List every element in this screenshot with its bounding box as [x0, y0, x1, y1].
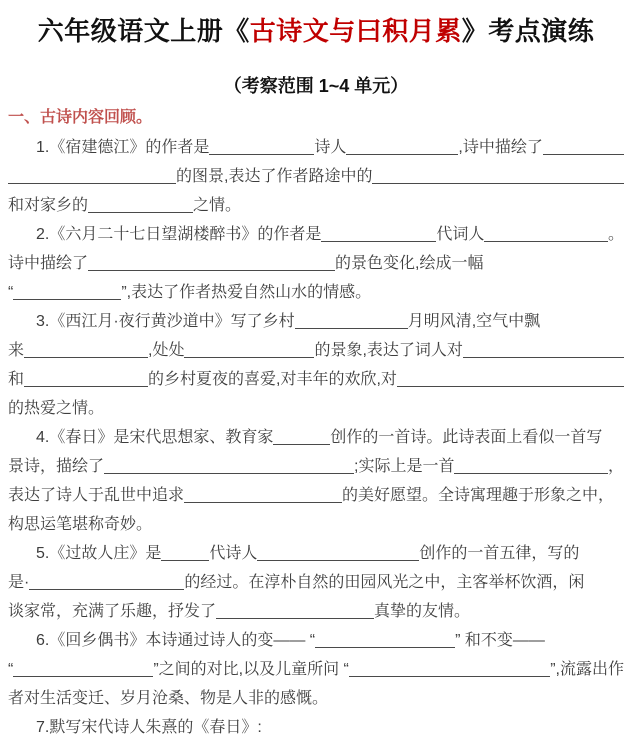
- question-6-line: [8, 650, 624, 679]
- answer-blank: [273, 424, 330, 445]
- question-text: 1.《宿建德江》的作者是: [36, 139, 210, 156]
- question-text: ,诗中描绘了: [458, 139, 543, 156]
- question-3-line: [8, 331, 624, 360]
- question-text: 5.《过故人庄》是: [36, 545, 162, 562]
- answer-blank: [24, 337, 148, 358]
- answer-blank: [13, 279, 121, 300]
- question-2-line: [8, 244, 624, 273]
- question-1-line: [8, 157, 624, 186]
- answer-blank: [463, 337, 624, 358]
- question-text: 7.默写宋代诗人朱熹的《春日》:: [36, 719, 262, 736]
- question-4-line: [8, 447, 624, 476]
- question-text: 月明风清,空气中飘: [407, 313, 541, 330]
- answer-blank: [184, 337, 314, 358]
- question-text: ”之间的对比,以及儿童所问 “: [153, 661, 349, 678]
- question-text: ”,表达了作者热爱自然山水的情感。: [121, 284, 372, 301]
- question-text: 。: [607, 226, 624, 243]
- answer-blank: [372, 163, 624, 184]
- question-text: 景诗，描绘了: [8, 458, 105, 475]
- questions: [8, 128, 624, 737]
- answer-blank: [315, 627, 455, 648]
- question-text: 的图景,表达了作者路途中的: [176, 168, 373, 185]
- answer-blank: [13, 656, 153, 677]
- section-heading: 一、古诗内容回顾。: [8, 109, 153, 126]
- question-text: 真挚的友情。: [374, 603, 471, 620]
- question-1-line: [8, 128, 624, 157]
- question-text: 2.《六月二十七日望湖楼醉书》的作者是: [36, 226, 322, 243]
- answer-blank: [161, 540, 209, 561]
- question-text: 构思运笔堪称奇妙。: [8, 516, 153, 533]
- question-text: 来: [8, 342, 25, 359]
- page-title: [8, 12, 624, 50]
- answer-blank: [484, 221, 608, 242]
- answer-blank: [88, 250, 335, 271]
- answer-blank: [8, 163, 176, 184]
- answer-blank: [454, 453, 608, 474]
- question-text: ”,流露出作: [550, 661, 624, 678]
- title-prefix: 六年级语文上册《: [37, 16, 250, 46]
- question-text: 6.《回乡偶书》本诗通过诗人的变—— “: [36, 632, 316, 649]
- question-text: ;实际上是一首: [354, 458, 455, 475]
- worksheet-page: [0, 12, 632, 737]
- question-text: 的热爱之情。: [8, 400, 105, 417]
- question-text: ” 和不变——: [455, 632, 545, 649]
- question-text: 的景象,表达了词人对: [314, 342, 463, 359]
- question-1-line: [8, 186, 624, 215]
- question-text: 创作的一首五律，写的: [419, 545, 580, 562]
- title-highlight: 古诗文与曰积月累: [249, 16, 462, 46]
- question-text: 诗人: [314, 139, 347, 156]
- answer-blank: [209, 134, 314, 155]
- question-3-line: [8, 302, 624, 331]
- question-text: 的景色变化,绘成一幅: [335, 255, 484, 272]
- question-7-line: [8, 708, 624, 737]
- question-5-line: [8, 534, 624, 563]
- question-text: 是·: [8, 574, 30, 591]
- question-text: “: [8, 661, 14, 678]
- question-text: 的经过。在淳朴自然的田园风光之中，主客举杯饮酒，闲: [184, 574, 585, 591]
- question-text: “: [8, 284, 14, 301]
- question-text: 表达了诗人于乱世中追求: [8, 487, 185, 504]
- question-text: 谈家常，充满了乐趣，抒发了: [8, 603, 217, 620]
- question-4-line: [8, 476, 624, 505]
- answer-blank: [29, 569, 184, 590]
- answer-blank: [543, 134, 624, 155]
- question-text: 的美好愿望。全诗寓理趣于形象之中，: [342, 487, 615, 504]
- question-6-line: [8, 679, 624, 708]
- answer-blank: [216, 598, 374, 619]
- answer-blank: [346, 134, 458, 155]
- question-text: 3.《西江月·夜行黄沙道中》写了乡村: [36, 313, 295, 330]
- scope-subtitle: （考察范围 1~4 单元）: [223, 76, 409, 96]
- answer-blank: [349, 656, 550, 677]
- question-text: 代诗人: [209, 545, 258, 562]
- question-text: 诗中描绘了: [8, 255, 89, 272]
- question-text: 之情。: [193, 197, 242, 214]
- title-suffix: 》考点演练: [461, 16, 595, 46]
- question-text: 者对生活变迁、岁月沧桑、物是人非的感慨。: [8, 690, 329, 707]
- question-6-line: [8, 621, 624, 650]
- question-text: 的乡村夏夜的喜爱,对丰年的欢欣,对: [148, 371, 397, 388]
- answer-blank: [295, 308, 408, 329]
- question-3-line: [8, 389, 624, 418]
- question-text: 4.《春日》是宋代思想家、教育家: [36, 429, 274, 446]
- question-5-line: [8, 563, 624, 592]
- question-text: 和对家乡的: [8, 197, 89, 214]
- question-text: 代词人: [436, 226, 485, 243]
- question-4-line: [8, 505, 624, 534]
- answer-blank: [184, 482, 342, 503]
- question-text: ，: [607, 458, 624, 475]
- answer-blank: [397, 366, 624, 387]
- answer-blank: [257, 540, 419, 561]
- answer-blank: [104, 453, 354, 474]
- answer-blank: [88, 192, 193, 213]
- question-5-line: [8, 592, 624, 621]
- answer-blank: [321, 221, 436, 242]
- question-text: 创作的一首诗。此诗表面上看似一首写: [330, 429, 603, 446]
- question-4-line: [8, 418, 624, 447]
- question-text: ,处处: [148, 342, 185, 359]
- question-3-line: [8, 360, 624, 389]
- question-text: 和: [8, 371, 25, 388]
- question-2-line: [8, 273, 624, 302]
- question-2-line: [8, 215, 624, 244]
- answer-blank: [24, 366, 148, 387]
